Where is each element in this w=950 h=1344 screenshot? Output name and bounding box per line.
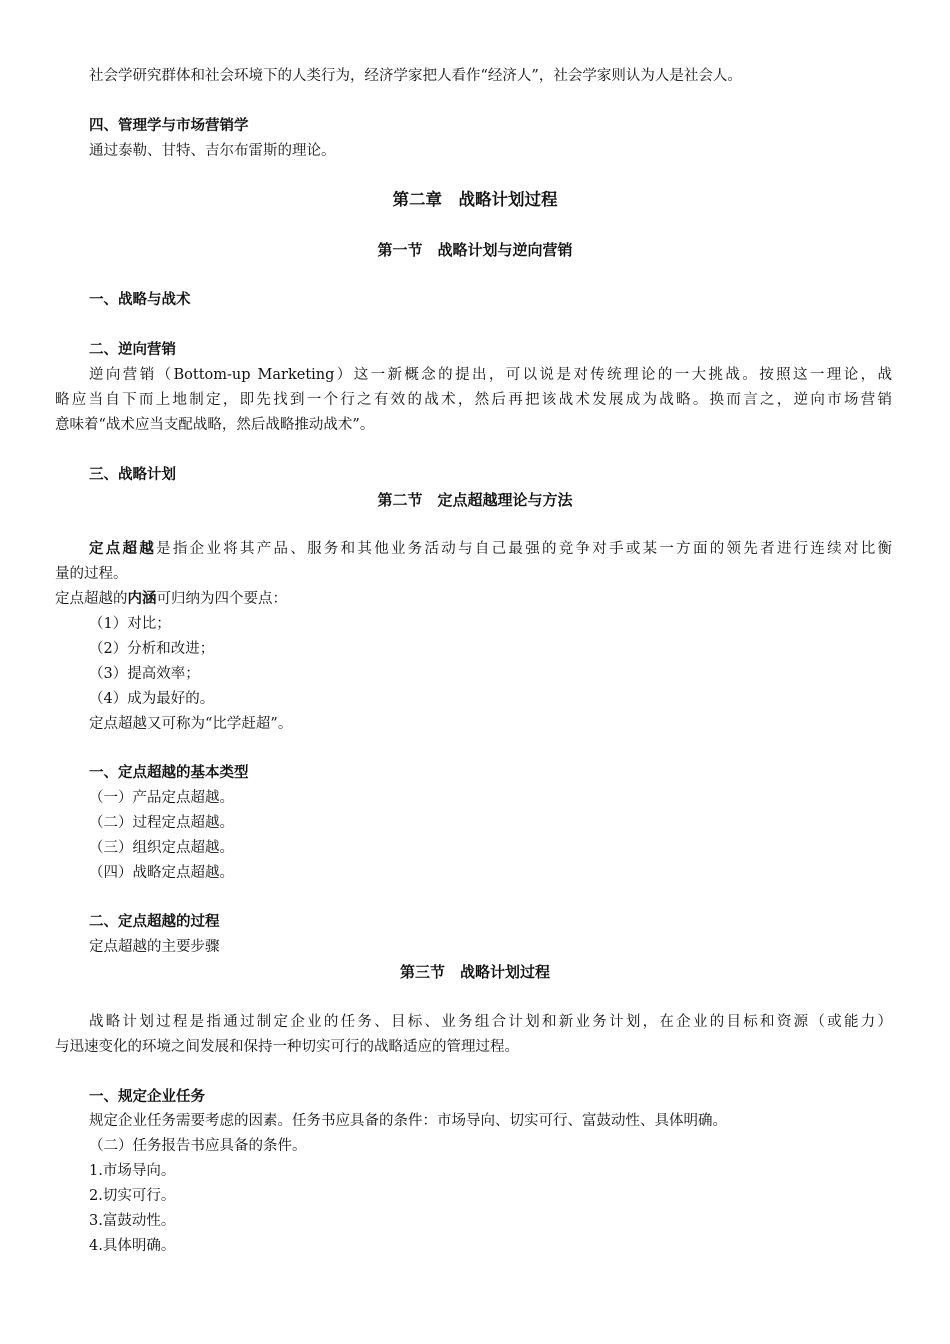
- body-text-line: 规定企业任务需要考虑的因素。任务书应具备的条件：市场导向、切实可行、富鼓动性、具体明确。: [89, 1113, 727, 1129]
- body-text-line: [89, 539, 892, 559]
- body-text-line: 逆向营销（Bottom-up Marketing）这一新概念的提出，可以说是对传统理论的一大挑战。按照这一理论，战: [89, 367, 892, 383]
- list-item: （四）战略定点超越。: [89, 865, 234, 881]
- body-text-line: 量的过程。: [55, 566, 128, 582]
- list-item: （1）对比；: [89, 616, 171, 632]
- list-item: 1.市场导向。: [89, 1163, 176, 1179]
- body-text-line: 定点超越又可称为“比学赶超”。: [89, 716, 293, 732]
- section-heading: 一、规定企业任务: [89, 1089, 205, 1105]
- body-text-line: 意味着“战术应当支配战略，然后战略推动战术”。: [55, 417, 375, 433]
- section-heading: 四、管理学与市场营销学: [89, 118, 249, 134]
- body-text-line: 略应当自下而上地制定，即先找到一个行之有效的战术，然后再把该战术发展成为战略。换而言之，逆向市场营销: [55, 392, 892, 408]
- section-heading: 一、定点超越的基本类型: [89, 765, 249, 781]
- bold-term: 内涵: [127, 591, 157, 607]
- body-text-line: 与迅速变化的环境之间发展和保持一种切实可行的战略适应的管理过程。: [55, 1039, 519, 1055]
- bold-term: 定点超越: [89, 541, 157, 557]
- chapter-title: 第二章 战略计划过程: [392, 190, 558, 209]
- section-title: 第一节 战略计划与逆向营销: [377, 241, 573, 259]
- body-text: 是指企业将其产品、服务和其他业务活动与自己最强的竞争对手或某一方面的领先者进行连续对比衡: [156, 541, 892, 557]
- section-heading: 一、战略与战术: [89, 292, 191, 308]
- body-text-line: 战略计划过程是指通过制定企业的任务、目标、业务组合计划和新业务计划，在企业的目标和资源（或能力）: [89, 1014, 892, 1030]
- body-text-line: 定点超越的主要步骤: [89, 939, 220, 955]
- section-heading: 二、逆向营销: [89, 342, 176, 358]
- section-heading: 三、战略计划: [89, 467, 176, 483]
- section-heading: 二、定点超越的过程: [89, 914, 220, 930]
- body-text-line: [55, 589, 287, 609]
- list-item: （一）产品定点超越。: [89, 790, 234, 806]
- body-text-line: 社会学研究群体和社会环境下的人类行为，经济学家把人看作“经济人”，社会学家则认为人是社会人。: [89, 68, 742, 84]
- list-item: （2）分析和改进；: [89, 641, 215, 657]
- body-text: 可归纳为四个要点：: [156, 591, 287, 607]
- section-title: 第三节 战略计划过程: [399, 963, 550, 981]
- body-text: 定点超越的: [55, 591, 128, 607]
- list-item: 3.富鼓动性。: [89, 1213, 176, 1229]
- body-text-line: （二）任务报告书应具备的条件。: [89, 1138, 307, 1154]
- list-item: （三）组织定点超越。: [89, 840, 234, 856]
- list-item: 4.具体明确。: [89, 1238, 176, 1254]
- body-text-line: 通过泰勒、甘特、吉尔布雷斯的理论。: [89, 143, 336, 159]
- list-item: （4）成为最好的。: [89, 691, 215, 707]
- list-item: （二）过程定点超越。: [89, 815, 234, 831]
- list-item: （3）提高效率；: [89, 666, 200, 682]
- list-item: 2.切实可行。: [89, 1188, 176, 1204]
- section-title: 第二节 定点超越理论与方法: [377, 491, 573, 509]
